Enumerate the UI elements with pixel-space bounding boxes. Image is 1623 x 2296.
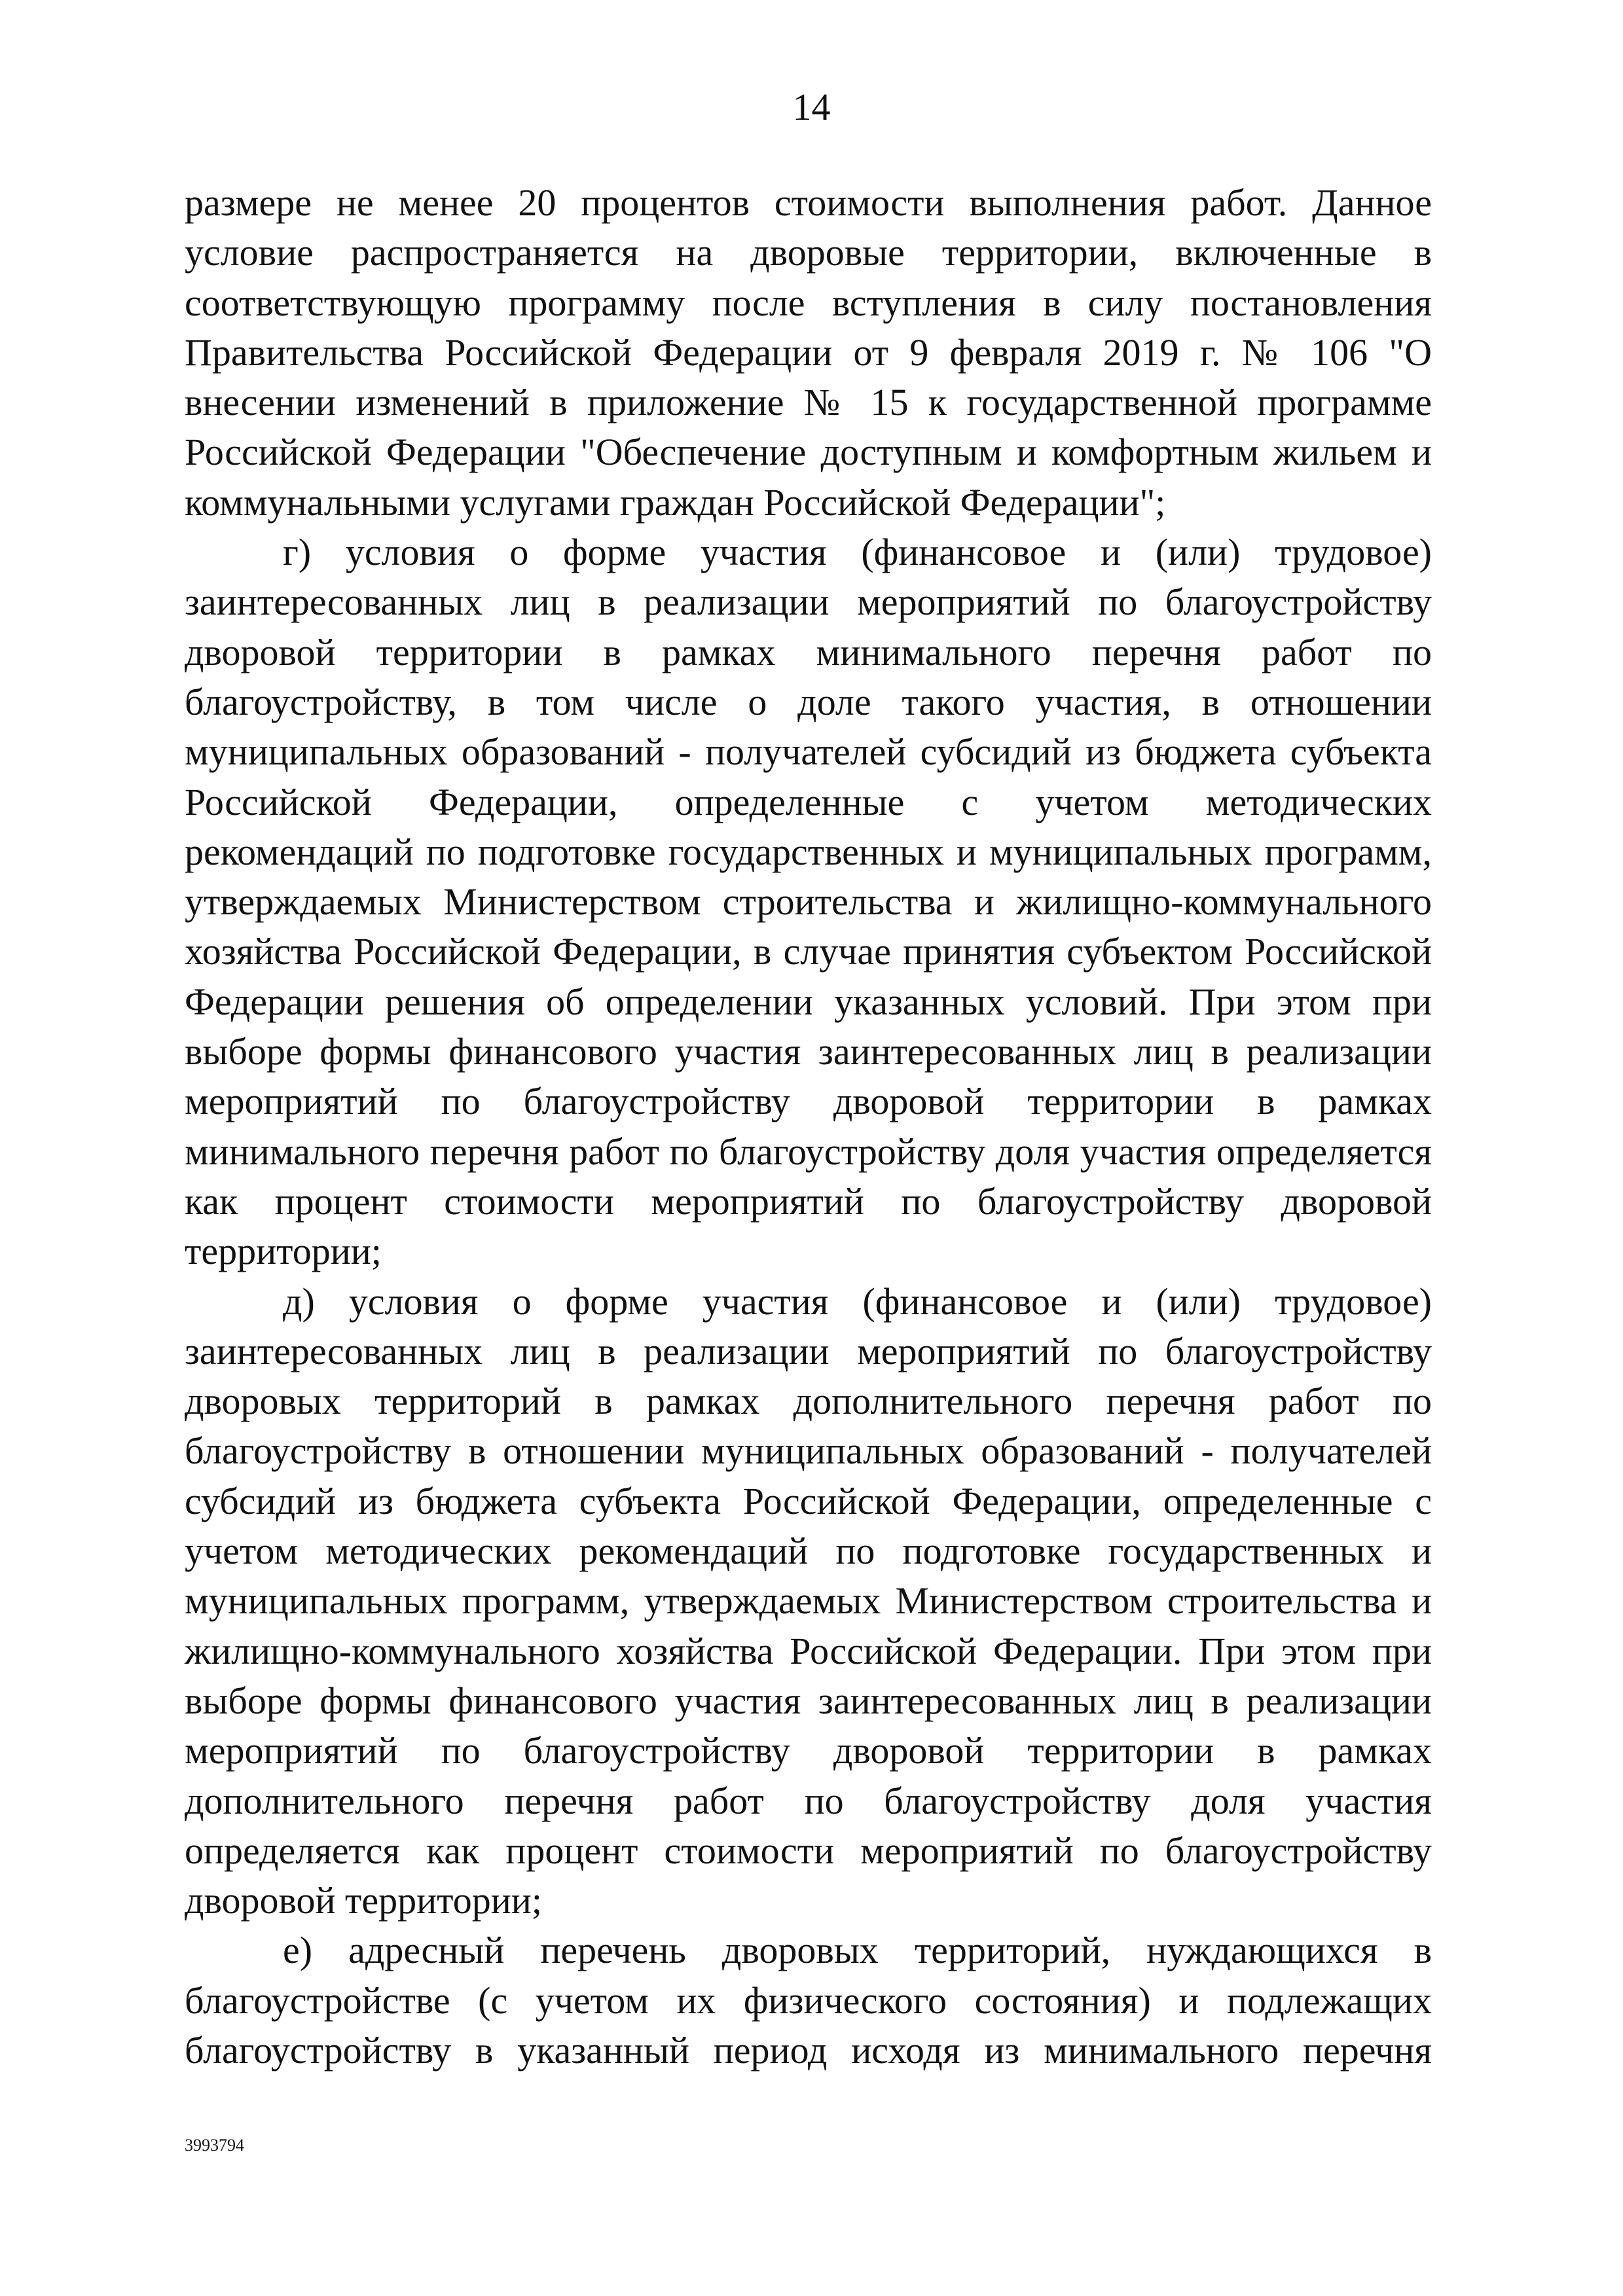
paragraph-item-d: д) условия о форме участия (финансовое и (или) трудовое) заинтересованных лиц в реализации мероприятий по благоустройству дворовых территорий в рамках дополнительного перечня работ по благоустройству в отношении муниципальных образований - получателей субсидий из бюджета субъекта Российской Федерации, определенные с учетом методических рекомендаций по подготовке государственных и муниципальных программ, утверждаемых Министерством строительства и жилищно-коммунального хозяйства Российской Федерации. При этом при выборе формы финансового участия заинтересованных лиц в реализации мероприятий по благоустройству дворовой территории в рамках дополнительного перечня работ по благоустройству доля участия определяется как процент стоимости мероприятий по благоустройству дворовой территории;: [185, 1280, 1432, 1922]
paragraph-item-g: г) условия о форме участия (финансовое и (или) трудовое) заинтересованных лиц в реализации мероприятий по благоустройству дворовой территории в рамках минимального перечня работ по благоустройству, в том числе о доле такого участия, в отношении муниципальных образований - получателей субсидий из бюджета субъекта Российской Федерации, определенные с учетом методических рекомендаций по подготовке государственных и муниципальных программ, утверждаемых Министерством строительства и жилищно-коммунального хозяйства Российской Федерации, в случае принятия субъектом Российской Федерации решения об определении указанных условий. При этом при выборе формы финансового участия заинтересованных лиц в реализации мероприятий по благоустройству дворовой территории в рамках минимального перечня работ по благоустройству доля участия определяется как процент стоимости мероприятий по благоустройству дворовой территории;: [185, 531, 1432, 1273]
page-number: 14: [792, 86, 831, 128]
paragraph-item-e: е) адресный перечень дворовых территорий, нуждающихся в благоустройстве (с учетом их физического состояния) и подлежащих благоустройству в указанный период исходя из минимального перечня: [185, 1929, 1432, 2072]
document-code: 3993794: [185, 2136, 244, 2155]
paragraph-continued: размере не менее 20 процентов стоимости выполнения работ. Данное условие распространяется на дворовые территории, включенные в соответствующую программу после вступления в силу постановления Правительства Российской Федерации от 9 февраля 2019 г. № 106 "О внесении изменений в приложение № 15 к государственной программе Российской Федерации "Обеспечение доступным и комфортным жильем и коммунальными услугами граждан Российской Федерации";: [185, 181, 1432, 524]
document-body: [185, 178, 1432, 2075]
